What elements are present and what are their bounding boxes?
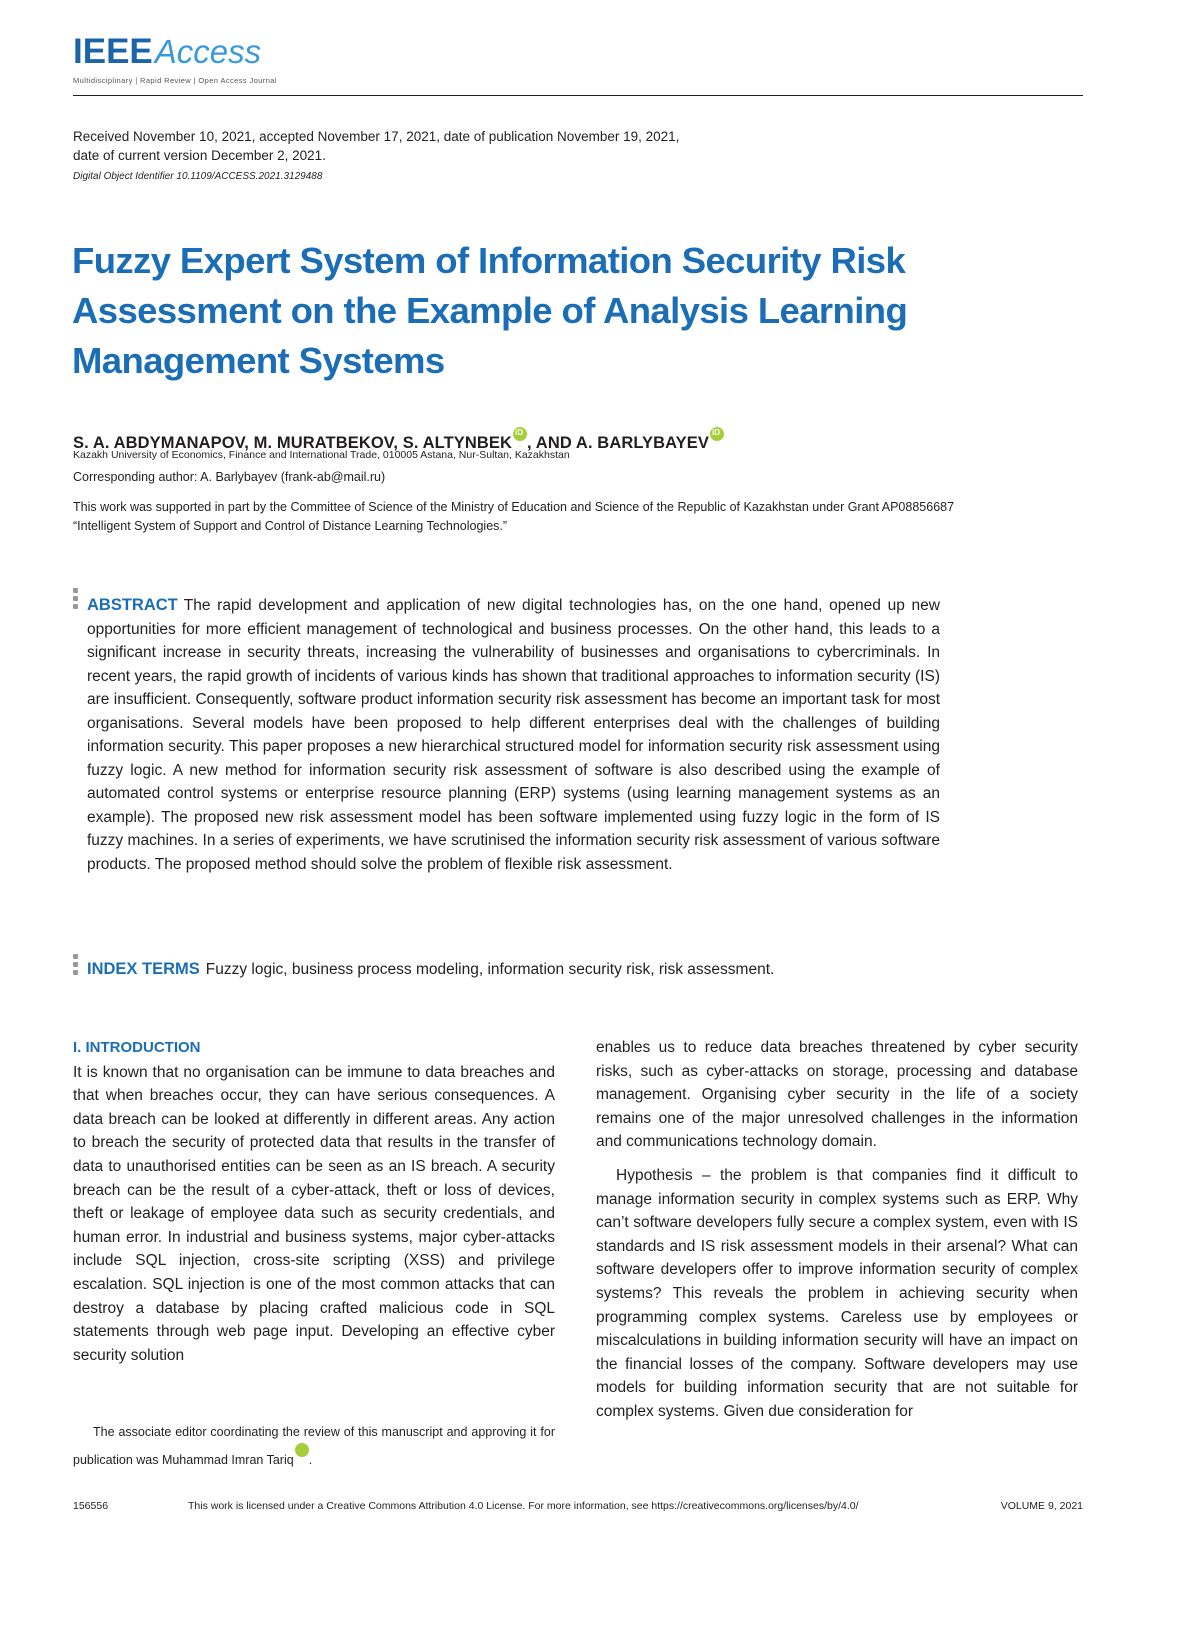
right-column [596,1036,1078,1424]
logo-ieee-text: IEEE [73,32,153,71]
journal-tagline: Multidisciplinary | Rapid Review | Open Access Journal [73,76,277,85]
funding-note: This work was supported in part by the Committee of Science of the Ministry of Education and Science of the Republic of Kazakhstan under Grant AP08856687 “Intelligent System of Support and Control of Distance Learning Technologies.” [73,500,955,533]
index-terms-marker-icon [73,954,79,978]
section-heading: I. INTRODUCTION [73,1039,201,1056]
abstract-label: ABSTRACT [87,596,178,614]
orcid-icon[interactable] [513,427,527,441]
abstract-marker-icon [73,588,79,612]
page-footer [73,1500,1083,1520]
abstract [87,594,940,876]
index-terms [87,958,940,981]
logo-access-text: Access [154,33,262,70]
left-column [73,1036,555,1367]
dates-line-2: date of current version December 2, 2021. [73,148,326,163]
index-terms-text: Fuzzy logic, business process modeling, information security risk, risk assessment. [205,961,775,978]
index-terms-label: INDEX TERMS [87,960,200,978]
ieee-access-logo [73,32,261,72]
orcid-icon[interactable] [295,1443,309,1457]
intro-paragraph-1: It is known that no organisation can be immune to data breaches and that when breaches occur, they can have serious consequences. A data breach can be looked at differently in different areas. Any action to breach the security of protected data that results in the transfer of data to unauthorised entities can be seen as an IS breach. A security breach can be the result of a cyber-attack, theft or loss of devices, theft or leakage of employee data such as security credentials, and human error. In industrial and business systems, major cyber-attacks include SQL injection, cross-site scripting (XSS) and privilege escalation. SQL injection is one of the most common attacks that can destroy a database by placing crafted malicious code in SQL statements through web page input. Developing an effective cyber security solution [73,1063,555,1364]
license-text[interactable]: This work is licensed under a Creative Commons Attribution 4.0 License. For more information, see https://creativecommons.org/licenses/by/4.0/ [188,1500,859,1512]
volume-label: VOLUME 9, 2021 [1000,1500,1083,1512]
orcid-icon[interactable] [710,427,724,441]
publication-dates [73,127,679,165]
dates-line-1: Received November 10, 2021, accepted November 17, 2021, date of publication November 19, 2021, [73,129,680,144]
journal-header [73,32,1083,96]
doi: Digital Object Identifier 10.1109/ACCESS.2021.3129488 [73,171,323,182]
paper-title: Fuzzy Expert System of Information Security Risk Assessment on the Example of Analysis Learning Management Systems [72,240,908,381]
editor-note [73,1422,555,1471]
editor-note-text: The associate editor coordinating the review of this manuscript and approving it for publication was Muhammad Imran Tariq [73,1425,555,1467]
page-number: 156556 [73,1500,109,1512]
intro-paragraph-2: enables us to reduce data breaches threatened by cyber security risks, such as cyber-attacks on storage, processing and database management. Organising cyber security in the life of a society remains one of the major unresolved challenges in the information and communications technology domain. [596,1039,1078,1151]
authors-part-2: , AND A. BARLYBAYEV [527,434,709,452]
intro-paragraph-3: Hypothesis – the problem is that companies find it difficult to manage information security in complex systems such as ERP. Why can’t software developers fully secure a complex system, even with IS standards and IS risk assessment models in their arsenal? What can software developers offer to improve information security of complex systems? This reveals the problem in achieving security when programming complex systems. Careless use by employees or miscalculations in building information security will have an impact on the financial losses of the company. Software developers may use models for building information security that are not suitable for complex systems. Given due consideration for [596,1166,1078,1420]
abstract-text: The rapid development and application of new digital technologies has, on the one hand, opened up new opportunities for more efficient management of technological and business processes. On the other hand, this leads to a significant increase in security threats, increasing the vulnerability of businesses and organisations to cybercriminals. In recent years, the rapid growth of incidents of various kinds has shown that traditional approaches to information security (IS) are insufficient. Consequently, software product information security risk assessment has become an important task for most organisations. Several models have been proposed to help different enterprises deal with the challenges of building information security. This paper proposes a new hierarchical structured model for information security risk assessment using fuzzy logic. A new method for information security risk assessment of software is also described using the example of automated control systems or enterprise resource planning (ERP) systems (using learning management systems as an example). The proposed new risk assessment model has been software implemented using fuzzy logic in the form of IS fuzzy machines. In a series of experiments, we have scrutinised the information security risk assessment of various software products. The proposed method should solve the problem of flexible risk assessment. [87,597,940,873]
affiliation: Kazakh University of Economics, Finance and International Trade, 010005 Astana, Nur-Sultan, Kazakhstan [73,449,570,461]
authors-part-1: S. A. ABDYMANAPOV, M. MURATBEKOV, S. ALTYNBEK [73,434,513,452]
corresponding-author: Corresponding author: A. Barlybayev (frank-ab@mail.ru) [73,470,386,484]
